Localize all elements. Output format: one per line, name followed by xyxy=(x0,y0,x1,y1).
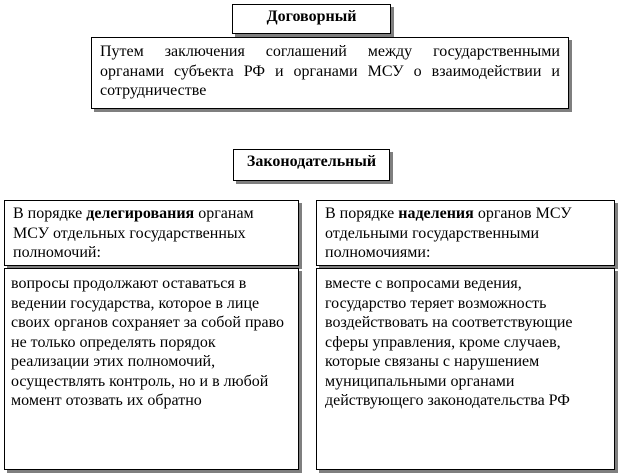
delegation-body-text: вопросы продолжают оставаться в ведении государства, которое в лице своих органов сохраняет за собой право не только определять порядок реализации этих полномочий, осуществлять контроль, но и в любой момент отозвать их обратно xyxy=(11,275,285,409)
endowment-heading-keyword: наделения xyxy=(398,205,474,222)
delegation-heading-box xyxy=(4,200,299,266)
delegation-heading-suffix: органам МСУ отдельных государственных полномочий: xyxy=(13,205,254,261)
delegation-body-box xyxy=(4,268,299,470)
endowment-body-box xyxy=(316,268,615,470)
dogovor-description-box xyxy=(91,37,569,109)
zakon-title: Законодательный xyxy=(246,153,377,170)
endowment-body-text: вместе с вопросами ведения, государство теряет возможность воздействовать на соответствующие сферы управления, кроме случаев, которые связаны с нарушением муниципальными органами действующего законодательства РФ xyxy=(325,275,573,409)
dogovor-title: Договорный xyxy=(266,8,357,25)
dogovor-title-box xyxy=(232,4,391,34)
delegation-heading-prefix: В порядке xyxy=(13,205,87,222)
endowment-heading-suffix: органов МСУ отдельными государственными полномочиями: xyxy=(325,205,572,261)
endowment-heading-prefix: В порядке xyxy=(325,205,399,222)
endowment-heading-box xyxy=(316,200,615,266)
zakon-title-box xyxy=(233,149,390,181)
dogovor-description: Путем заключения соглашений между государственными органами субъекта РФ и органами МСУ о взаимодействии и сотрудничестве xyxy=(100,43,560,99)
delegation-heading-keyword: делегирования xyxy=(86,205,195,222)
